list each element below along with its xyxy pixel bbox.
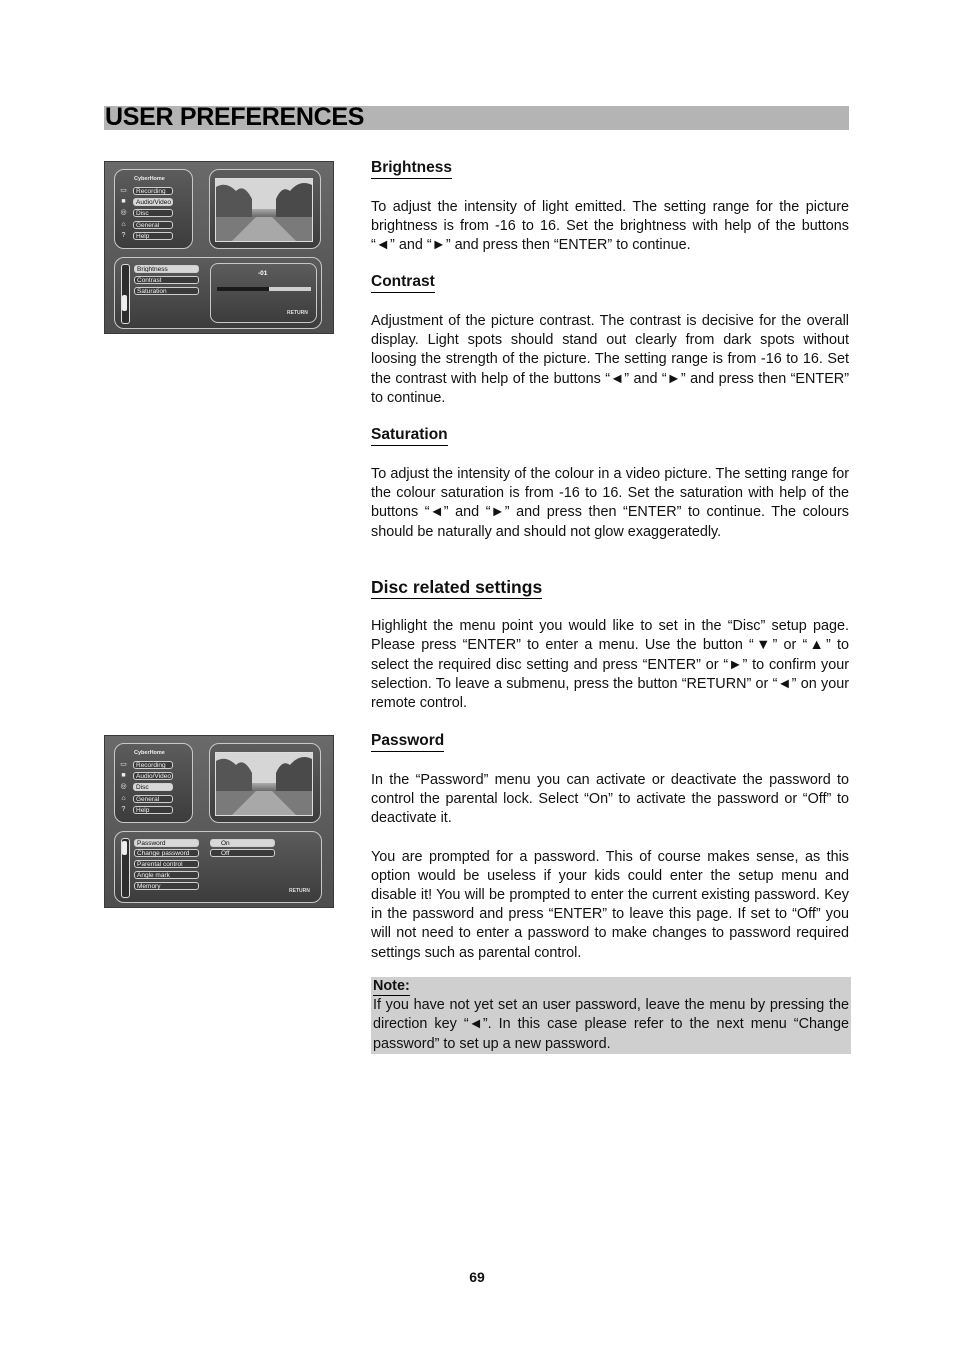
submenu-item-angle-mark: Angle mark <box>134 871 199 879</box>
disc-icon: ◎ <box>120 209 127 216</box>
heading-disc: Disc related settings <box>371 577 543 597</box>
body-disc: Highlight the menu point you would like to set in the “Disc” setup page. Please press “ENTER” to enter a menu. Use the button “▼” or “▲” to select the required disc setting and press “ENTER” or “►” to confirm your selection. To leave a submenu, press the button “RETURN” or “◄” on your remote control. <box>371 618 849 712</box>
option-off: Off <box>210 849 275 857</box>
note-body: If you have not yet set an user password, leave the menu by pressing the direction key “◄”. In this case please refer to the next menu “Change password” to set up a new password. <box>373 997 849 1052</box>
option-on: On <box>210 839 275 847</box>
menu-item-help: Help <box>133 232 173 240</box>
screenshot-password-menu <box>104 735 334 908</box>
submenu-item-memory: Memory <box>134 882 199 890</box>
recording-icon: ▭ <box>120 761 127 768</box>
scrollbar <box>121 838 130 898</box>
general-icon: ⌂ <box>121 795 126 802</box>
preview-panel <box>209 743 321 823</box>
park-scene <box>216 753 312 815</box>
page-title: USER PREFERENCES <box>105 103 365 131</box>
body-saturation: To adjust the intensity of the colour in a video picture. The setting range for the colour saturation is from -16 to 16. Set the saturation with help of the buttons “◄” and “►” and press then “ENTER” to continue. The colours should be naturally and should not glow exaggeratedly. <box>371 466 849 540</box>
note-heading: Note: <box>373 978 410 994</box>
help-icon: ? <box>121 232 126 239</box>
brand-logo: CyberHome <box>134 176 165 182</box>
menu-item-disc: Disc <box>133 783 173 791</box>
menu-item-audio-video: Audio/Video <box>133 772 173 780</box>
screenshot-brightness-menu <box>104 161 334 334</box>
submenu-panel <box>114 257 322 329</box>
body-password-2: You are prompted for a password. This of course makes sense, as this option would be useless if your kids could enter the setup menu and disable it! You will be prompted to enter the current existing password. Key in the password and press “ENTER” to leave this page. If set to “Off” you will not need to enter a password to make changes to password required settings such as parental control. <box>371 848 849 961</box>
brightness-slider-fill <box>217 287 269 291</box>
heading-password: Password <box>371 732 444 752</box>
menu-item-recording: Recording <box>133 761 173 769</box>
preview-panel <box>209 169 321 249</box>
menu-item-audio-video: Audio/Video <box>133 198 173 206</box>
body-brightness: To adjust the intensity of light emitted. The setting range for the picture brightness is from -16 to 16. Set the brightness with help of the buttons “◄” and “►” and press then “ENTER” to continue. <box>371 199 849 254</box>
menu-item-disc: Disc <box>133 209 173 217</box>
park-scene <box>216 179 312 241</box>
submenu-item-parental-control: Parental control <box>134 860 199 868</box>
audio-video-icon: ■ <box>121 772 126 779</box>
brightness-slider <box>217 287 311 291</box>
body-password-1: In the “Password” menu you can activate or deactivate the password to control the parental lock. Select “On” to activate the password or “Off” to deactivate it. <box>371 772 849 827</box>
heading-contrast: Contrast <box>371 273 435 293</box>
submenu-item-saturation: Saturation <box>134 287 199 295</box>
value-panel <box>210 263 317 323</box>
park-preview-image <box>215 752 313 816</box>
submenu-item-contrast: Contrast <box>134 276 199 284</box>
body-contrast: Adjustment of the picture contrast. The contrast is decisive for the overall display. Light spots should stand out clearly from dark spots without loosing the strength of the picture. The setting range is from -16 to 16. Set the contrast with help of the buttons “◄” and “►” and press then “ENTER” to continue. <box>371 313 849 406</box>
recording-icon: ▭ <box>120 187 127 194</box>
brightness-value: -01 <box>258 270 268 277</box>
heading-saturation: Saturation <box>371 426 448 446</box>
submenu-panel <box>114 831 322 903</box>
submenu-item-change-password: Change password <box>134 849 199 857</box>
section-disc <box>371 577 849 713</box>
section-password <box>371 732 849 963</box>
general-icon: ⌂ <box>121 221 126 228</box>
section-saturation <box>371 426 849 542</box>
menu-item-recording: Recording <box>133 187 173 195</box>
submenu-item-password: Password <box>134 839 199 847</box>
main-menu-panel <box>114 169 193 249</box>
menu-item-general: General <box>133 221 173 229</box>
disc-icon: ◎ <box>120 783 127 790</box>
menu-item-help: Help <box>133 806 173 814</box>
section-contrast <box>371 273 849 408</box>
note-box <box>371 977 851 1054</box>
menu-item-general: General <box>133 795 173 803</box>
section-brightness <box>371 159 849 256</box>
brand-logo: CyberHome <box>134 750 165 756</box>
submenu-item-brightness: Brightness <box>134 265 199 273</box>
scrollbar <box>121 264 130 324</box>
heading-brightness: Brightness <box>371 159 452 179</box>
main-menu-panel <box>114 743 193 823</box>
audio-video-icon: ■ <box>121 198 126 205</box>
help-icon: ? <box>121 806 126 813</box>
return-label: RETURN <box>287 310 308 316</box>
text-column <box>371 0 849 1352</box>
return-label: RETURN <box>289 888 310 894</box>
page-number: 69 <box>469 1269 485 1285</box>
park-preview-image <box>215 178 313 242</box>
